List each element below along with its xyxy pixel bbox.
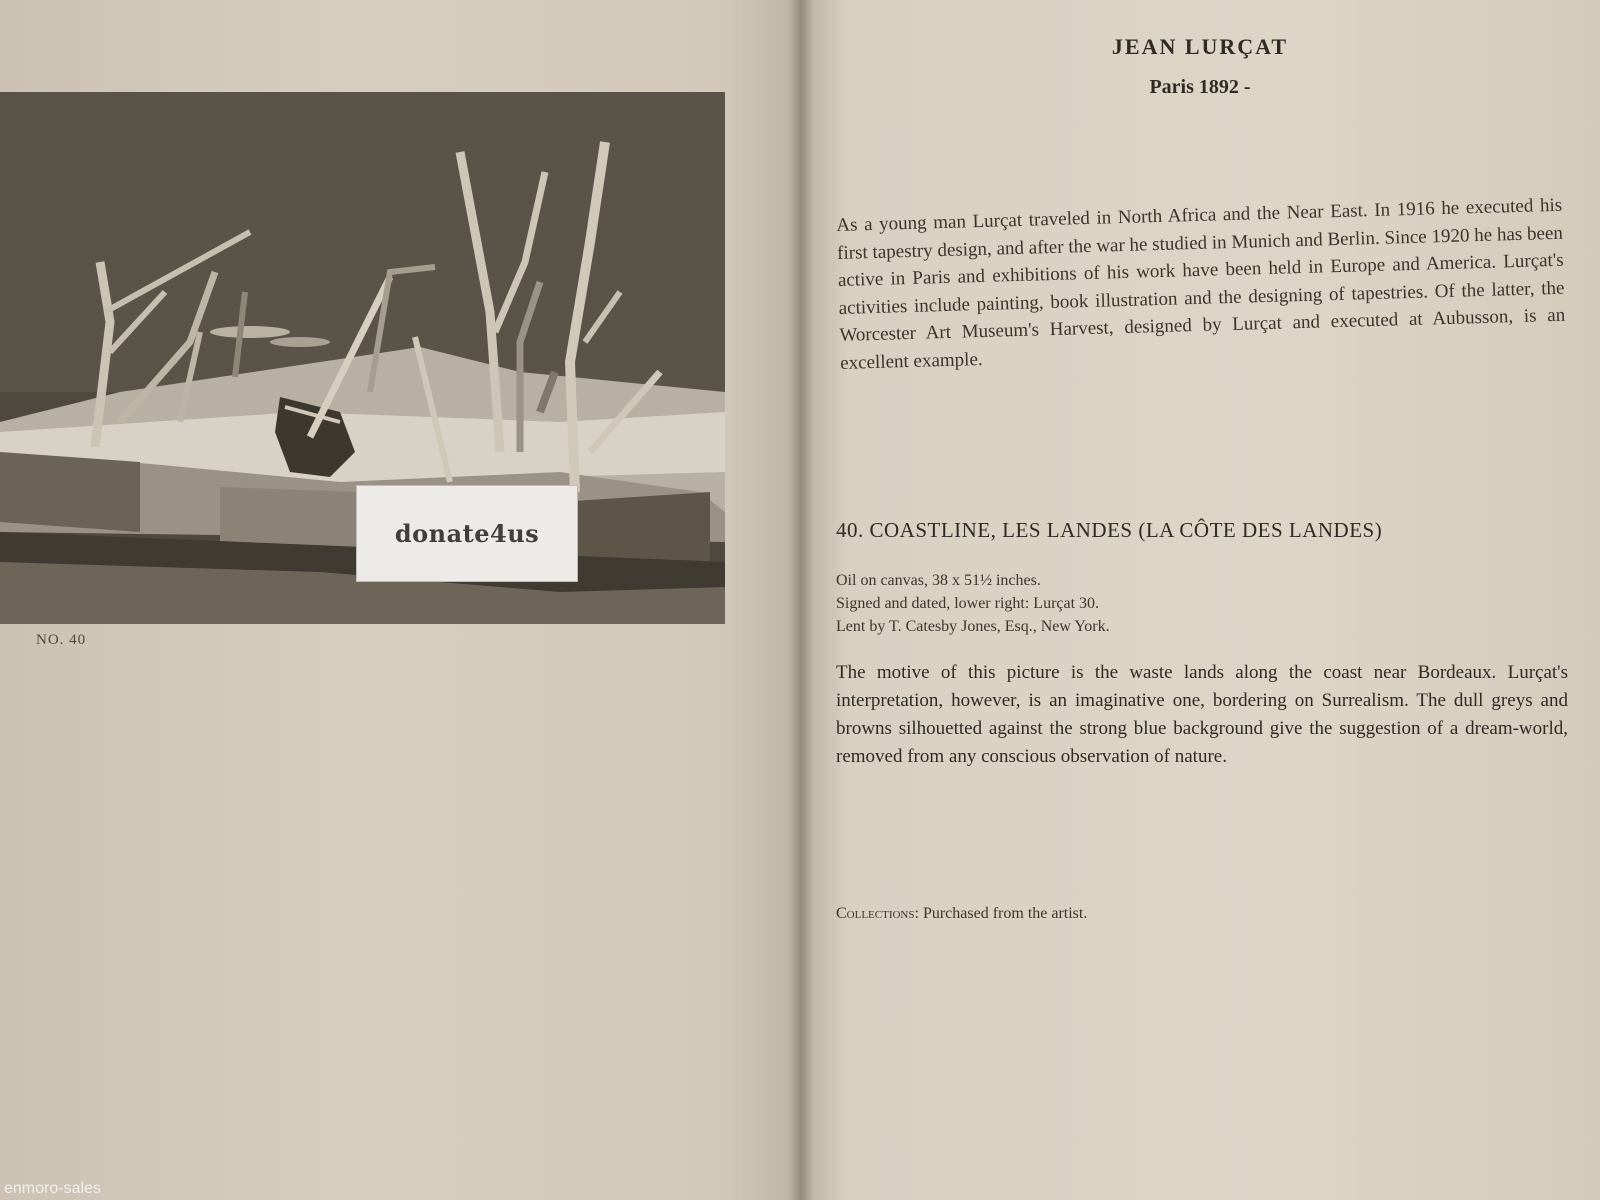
watermark-label: donate4us xyxy=(356,485,578,582)
entry-details xyxy=(836,569,1110,638)
collections-line xyxy=(836,905,1087,923)
collections-text: Purchased from the artist. xyxy=(922,905,1088,922)
artist-biography: As a young man Lurçat traveled in North Africa and the Near East. In 1916 he executed his first tapestry design, and after the war he studied in Munich and Berlin. Since 1920 he has been active in Paris and exhibitions of his work have been held in Europe and America. Lurçat's activities include painting, book illustration and the designing of tapestries. Of the latter, the Worcester Art Museum's Harvest, designed by Lurçat and executed at Aubusson, is an excellent example. xyxy=(836,194,1566,374)
entry-description: The motive of this picture is the waste lands along the coast near Bordeaux. Lurçat's interpretation, however, is an imaginative one, bordering on Surrealism. The dull greys and browns silhouetted against the strong blue background give the suggestion of a dream-world, removed from any conscious observation of nature. xyxy=(836,662,1568,767)
book-gutter xyxy=(788,0,814,1200)
artist-name: JEAN LURÇAT xyxy=(1111,34,1289,59)
right-page xyxy=(800,0,1600,1200)
signature-line: Signed and dated, lower right: Lurçat 30. xyxy=(836,595,1100,612)
plate-caption: NO. 40 xyxy=(36,632,87,648)
seller-credit: enmoro-sales xyxy=(4,1180,101,1197)
entry-title: 40. COASTLINE, LES LANDES (LA CÔTE DES LANDES) xyxy=(836,518,1383,542)
lender-line: Lent by T. Catesby Jones, Esq., New York. xyxy=(836,618,1110,635)
medium-line: Oil on canvas, 38 x 51½ inches. xyxy=(836,572,1041,589)
collections-label: Collections: xyxy=(836,905,919,922)
artist-life-dates: Paris 1892 - xyxy=(1149,76,1251,98)
